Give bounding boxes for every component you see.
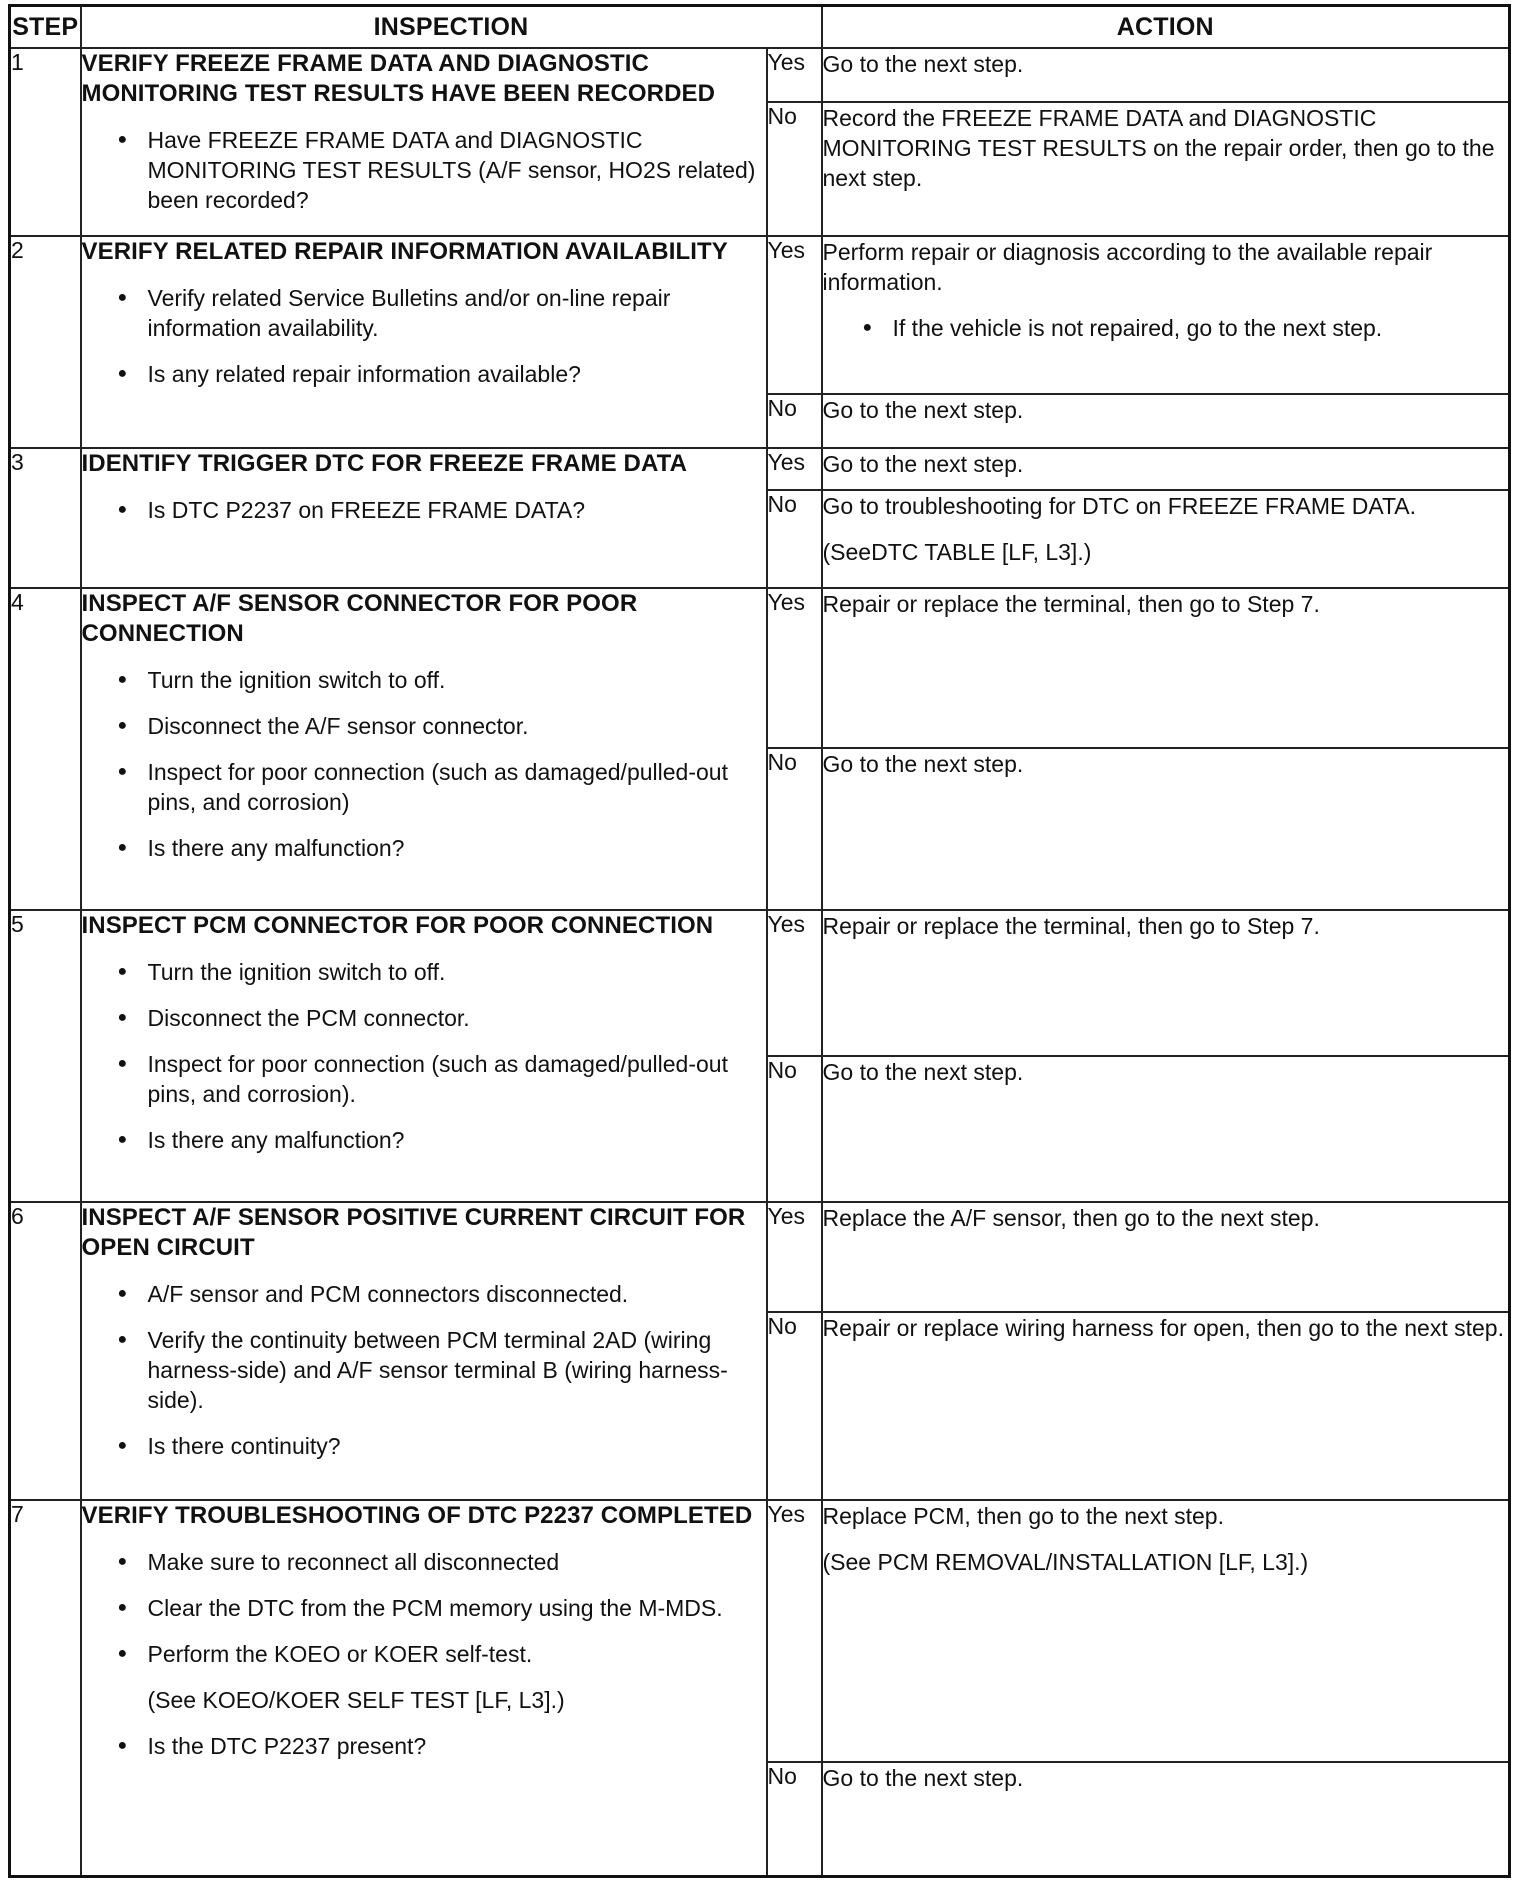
bullet-icon: ● bbox=[862, 319, 873, 337]
bullet-icon: ● bbox=[117, 1131, 128, 1149]
bullet-icon: ● bbox=[117, 839, 128, 857]
yes-action: Replace the A/F sensor, then go to the next step. bbox=[822, 1202, 1510, 1312]
yes-action: Go to the next step. bbox=[822, 448, 1510, 490]
step-number: 4 bbox=[10, 588, 81, 910]
bullet-item: ● Disconnect the PCM connector. bbox=[117, 1005, 470, 1032]
bullet-item: ● Is DTC P2237 on FREEZE FRAME DATA? bbox=[117, 497, 586, 524]
yes-action: Replace PCM, then go to the next step. (See PCM REMOVAL/INSTALLATION [LF, L3].) bbox=[822, 1500, 1510, 1762]
bullet-item: ● Is there continuity? bbox=[117, 1433, 341, 1460]
bullet-item: ● A/F sensor and PCM connectors disconnected. bbox=[117, 1281, 629, 1308]
yes-action: Perform repair or diagnosis according to the available repair information. ● If the vehicle is not repaired, go to the next step. bbox=[822, 236, 1510, 394]
step-number: 3 bbox=[10, 448, 81, 588]
step-5-inspection bbox=[81, 910, 767, 1202]
bullet-item: ● Is the DTC P2237 present? bbox=[117, 1733, 427, 1760]
bullet-item: ● Have FREEZE FRAME DATA and DIAGNOSTIC MONITORING TEST RESULTS (A/F sensor, HO2S related) been recorded? bbox=[117, 127, 756, 213]
yes-label: Yes bbox=[767, 48, 822, 102]
step-title: INSPECT PCM CONNECTOR FOR POOR CONNECTION bbox=[81, 912, 714, 940]
yes-label: Yes bbox=[767, 236, 822, 394]
step-number: 2 bbox=[10, 236, 81, 448]
no-label: No bbox=[767, 490, 822, 588]
step-title: INSPECT A/F SENSOR CONNECTOR FOR POOR CONNECTION bbox=[81, 590, 638, 648]
step-1-yes-row bbox=[10, 48, 1510, 102]
no-label: No bbox=[767, 1762, 822, 1876]
no-action: Go to the next step. bbox=[822, 1056, 1510, 1202]
bullet-icon: ● bbox=[117, 365, 128, 383]
step-1-inspection bbox=[81, 48, 767, 236]
step-title: VERIFY FREEZE FRAME DATA AND DIAGNOSTIC MONITORING TEST RESULTS HAVE BEEN RECORDED bbox=[81, 50, 716, 107]
no-label: No bbox=[767, 1312, 822, 1500]
no-action: Record the FREEZE FRAME DATA and DIAGNOSTIC MONITORING TEST RESULTS on the repair order, then go to the next step. bbox=[822, 102, 1510, 236]
yes-label: Yes bbox=[767, 588, 822, 748]
bullet-item: ● Inspect for poor connection (such as damaged/pulled-out pins, and corrosion) bbox=[117, 759, 728, 816]
table-header-row bbox=[10, 6, 1510, 49]
bullet-icon: ● bbox=[117, 131, 128, 148]
yes-label: Yes bbox=[767, 1202, 822, 1312]
step-title: VERIFY TROUBLESHOOTING OF DTC P2237 COMPLETED bbox=[81, 1502, 753, 1530]
no-label: No bbox=[767, 102, 822, 236]
no-label: No bbox=[767, 748, 822, 910]
step-title: IDENTIFY TRIGGER DTC FOR FREEZE FRAME DATA bbox=[81, 450, 688, 478]
no-action: Go to troubleshooting for DTC on FREEZE FRAME DATA. (SeeDTC TABLE [LF, L3].) bbox=[822, 490, 1510, 588]
header-action: ACTION bbox=[822, 6, 1510, 49]
bullet-item: ● Verify the continuity between PCM terminal 2AD (wiring harness-side) and A/F sensor terminal B (wiring harness-side). bbox=[117, 1327, 728, 1414]
bullet-item: ● Perform the KOEO or KOER self-test. bbox=[117, 1641, 533, 1668]
step-title: VERIFY RELATED REPAIR INFORMATION AVAILABILITY bbox=[81, 238, 728, 266]
step-title: INSPECT A/F SENSOR POSITIVE CURRENT CIRCUIT FOR OPEN CIRCUIT bbox=[81, 1204, 746, 1262]
step-7-inspection bbox=[81, 1500, 767, 1876]
step-number: 1 bbox=[10, 48, 81, 236]
bullet-item: ● Turn the ignition switch to off. bbox=[117, 667, 446, 694]
bullet-item: ● Verify related Service Bulletins and/or on-line repair information availability. bbox=[117, 285, 671, 342]
bullet-icon: ● bbox=[117, 289, 128, 307]
bullet-item: ● Make sure to reconnect all disconnected bbox=[117, 1549, 560, 1576]
step-3-yes-row bbox=[10, 448, 1510, 490]
step-number: 7 bbox=[10, 1500, 81, 1876]
step-number: 6 bbox=[10, 1202, 81, 1500]
bullet-icon: ● bbox=[117, 1437, 128, 1455]
step-4-yes-row bbox=[10, 588, 1510, 748]
step-7-yes-row bbox=[10, 1500, 1510, 1762]
step-4-inspection bbox=[81, 588, 767, 910]
bullet-icon: ● bbox=[117, 1285, 128, 1303]
bullet-item: ● Disconnect the A/F sensor connector. bbox=[117, 713, 529, 740]
step-6-inspection bbox=[81, 1202, 767, 1500]
no-action: Go to the next step. bbox=[822, 748, 1510, 910]
bullet-item: ● Clear the DTC from the PCM memory using the M-MDS. bbox=[117, 1595, 723, 1622]
bullet-icon: ● bbox=[117, 1553, 128, 1571]
no-action: Repair or replace wiring harness for open, then go to the next step. bbox=[822, 1312, 1510, 1500]
no-action: Go to the next step. bbox=[822, 394, 1510, 448]
bullet-icon: ● bbox=[117, 717, 128, 735]
bullet-item: ● Turn the ignition switch to off. bbox=[117, 959, 446, 986]
no-label: No bbox=[767, 1056, 822, 1202]
step-5-yes-row bbox=[10, 910, 1510, 1056]
bullet-icon: ● bbox=[117, 671, 128, 689]
bullet-icon: ● bbox=[117, 1599, 128, 1617]
bullet-item: ● Is there any malfunction? bbox=[117, 1127, 405, 1154]
yes-action: Go to the next step. bbox=[822, 48, 1510, 102]
no-label: No bbox=[767, 394, 822, 448]
yes-action: Repair or replace the terminal, then go to Step 7. bbox=[822, 588, 1510, 748]
bullet-icon: ● bbox=[117, 963, 128, 981]
yes-action: Repair or replace the terminal, then go to Step 7. bbox=[822, 910, 1510, 1056]
bullet-item: ● If the vehicle is not repaired, go to the next step. bbox=[862, 315, 1383, 342]
step-3-inspection bbox=[81, 448, 767, 588]
header-inspection: INSPECTION bbox=[81, 6, 822, 49]
yes-label: Yes bbox=[767, 448, 822, 490]
step-6-yes-row bbox=[10, 1202, 1510, 1312]
yes-label: Yes bbox=[767, 1500, 822, 1762]
bullet-item: ● Is there any malfunction? bbox=[117, 835, 405, 862]
bullet-icon: ● bbox=[117, 1055, 128, 1073]
bullet-icon: ● bbox=[117, 763, 128, 781]
no-action: Go to the next step. bbox=[822, 1762, 1510, 1876]
step-2-yes-row bbox=[10, 236, 1510, 394]
bullet-item: ● Inspect for poor connection (such as damaged/pulled-out pins, and corrosion). bbox=[117, 1051, 728, 1108]
reference-note: (See KOEO/KOER SELF TEST [LF, L3].) bbox=[147, 1687, 565, 1714]
bullet-item: ● Is any related repair information available? bbox=[117, 361, 581, 388]
step-number: 5 bbox=[10, 910, 81, 1202]
diagnostic-page bbox=[8, 4, 1510, 1880]
bullet-icon: ● bbox=[117, 501, 128, 519]
bullet-icon: ● bbox=[117, 1737, 128, 1755]
diagnostic-procedure-table bbox=[8, 4, 1511, 1878]
bullet-icon: ● bbox=[117, 1331, 128, 1349]
yes-label: Yes bbox=[767, 910, 822, 1056]
header-step: STEP bbox=[10, 6, 81, 49]
bullet-icon: ● bbox=[117, 1009, 128, 1027]
step-2-inspection bbox=[81, 236, 767, 448]
bullet-icon: ● bbox=[117, 1645, 128, 1663]
